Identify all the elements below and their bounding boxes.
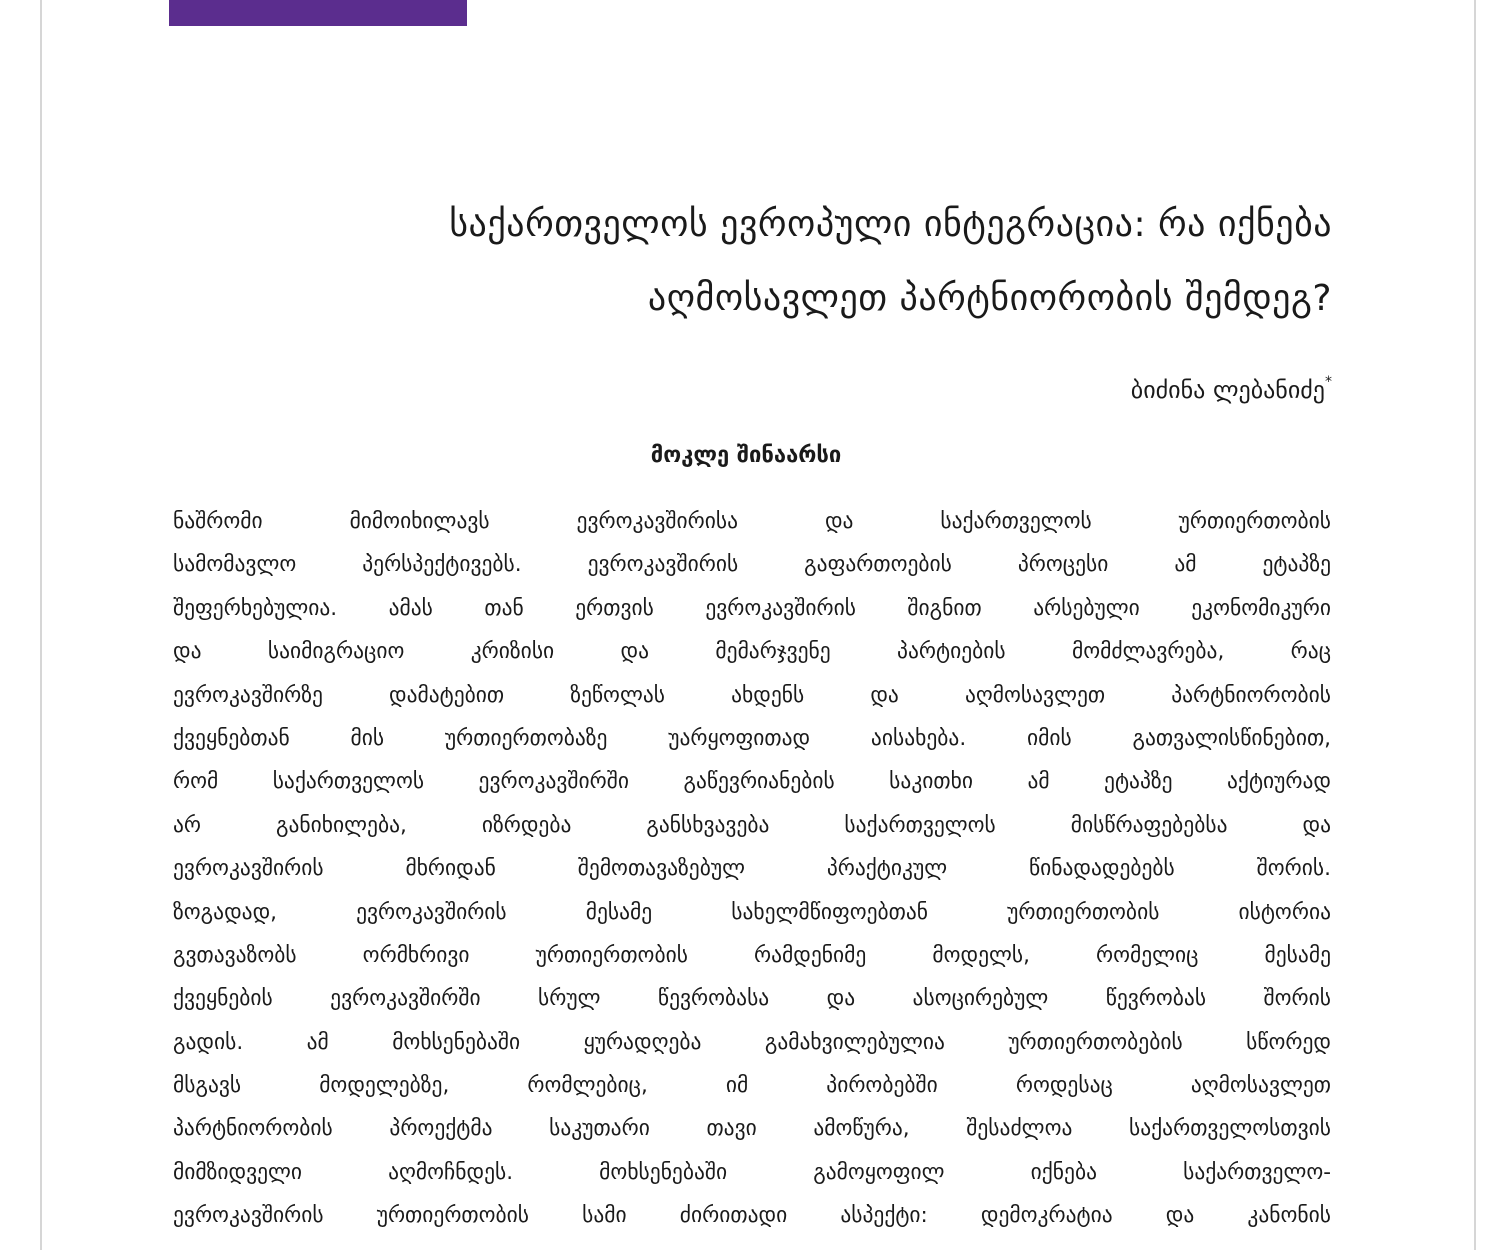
abstract-line: სამომავლო პერსპექტივებს. ევროკავშირის გაფართოების პროცესი ამ ეტაპზე	[173, 552, 1331, 578]
abstract-line: ევროკავშირის მხრიდან შემოთავაზებულ პრაქტიკულ წინადადებებს შორის.	[173, 856, 1331, 882]
abstract-line: გადის. ამ მოხსენებაში ყურადღება გამახვილებულია ურთიერთობების სწორედ	[173, 1029, 1331, 1055]
article-title-line-2: აღმოსავლეთ პარტნიორობის შემდეგ?	[647, 278, 1332, 319]
abstract-line: ქვეყნებთან მის ურთიერთობაზე უარყოფითად აისახება. იმის გათვალისწინებით,	[173, 725, 1331, 751]
abstract-line: ევროკავშირის ურთიერთობის სამი ძირითადი ასპექტი: დემოკრატია და კანონის	[173, 1203, 1331, 1229]
abstract-line: ზოგადად, ევროკავშირის მესამე სახელმწიფოებთან ურთიერთობის ისტორია	[173, 899, 1331, 925]
abstract-line: ევროკავშირზე დამატებით ზეწოლას ახდენს და აღმოსავლეთ პარტნიორობის	[173, 682, 1331, 708]
author-byline	[160, 360, 1332, 412]
abstract-line: არ განიხილება, იზრდება განსხვავება საქართველოს მისწრაფებებსა და	[173, 812, 1331, 838]
abstract-heading: მოკლე შინაარსი	[650, 443, 842, 468]
abstract-line: შეფერხებულია. ამას თან ერთვის ევროკავშირის შიგნით არსებული ეკონომიკური	[173, 595, 1331, 621]
article-title	[160, 188, 1332, 336]
abstract-line: პარტნიორობის პროექტმა საკუთარი თავი ამოწურა, შესაძლოა საქართველოსთვის	[173, 1116, 1331, 1142]
header-accent-bar	[169, 0, 467, 26]
abstract-body	[173, 500, 1331, 1238]
abstract-line: მსგავს მოდელებზე, რომლებიც, იმ პირობებში როდესაც აღმოსავლეთ	[173, 1073, 1331, 1099]
abstract-line: ქვეყნების ევროკავშირში სრულ წევრობასა და ასოცირებულ წევრობას შორის	[173, 986, 1331, 1012]
author-footnote-mark: *	[1325, 374, 1332, 390]
article-title-line-1: საქართველოს ევროპული ინტეგრაცია: რა იქნება	[449, 204, 1332, 245]
abstract-line: რომ საქართველოს ევროკავშირში გაწევრიანების საკითხი ამ ეტაპზე აქტიურად	[173, 769, 1331, 795]
abstract-line: ნაშრომი მიმოიხილავს ევროკავშირისა და საქართველოს ურთიერთობის	[173, 509, 1331, 534]
abstract-line: და საიმიგრაციო კრიზისი და მემარჯვენე პარტიების მომძლავრება, რაც	[173, 639, 1331, 665]
abstract-line: მიმზიდველი აღმოჩნდეს. მოხსენებაში გამოყოფილ იქნება საქართველო-	[173, 1159, 1331, 1185]
author-name: ბიძინა ლებანიძე	[1130, 376, 1325, 404]
abstract-line: გვთავაზობს ორმხრივი ურთიერთობის რამდენიმე მოდელს, რომელიც მესამე	[173, 942, 1331, 968]
